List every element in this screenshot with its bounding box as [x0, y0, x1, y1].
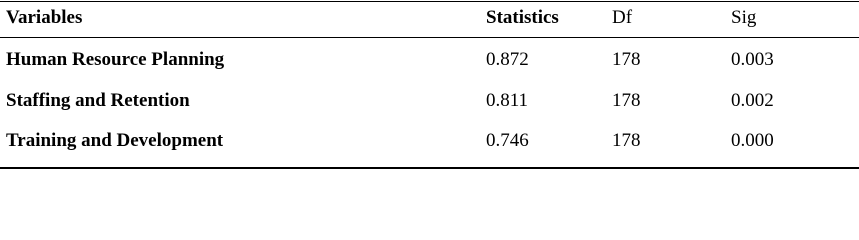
row-statistics: 0.746 [486, 130, 529, 151]
header-sig: Sig [731, 7, 757, 28]
header-df: Df [612, 7, 633, 28]
row-df: 178 [612, 90, 641, 111]
table-row [0, 127, 859, 155]
row-statistics: 0.872 [486, 49, 529, 70]
row-df: 178 [612, 49, 641, 70]
row-sig: 0.003 [731, 49, 774, 70]
table-bottom-rule [0, 167, 859, 169]
table-top-rule [0, 1, 859, 2]
table-header-rule [0, 37, 859, 38]
table-header-row [0, 4, 859, 32]
row-variable: Human Resource Planning [6, 49, 225, 70]
row-variable: Staffing and Retention [6, 90, 190, 111]
table-row [0, 87, 859, 115]
row-sig: 0.000 [731, 130, 774, 151]
row-variable: Training and Development [6, 130, 224, 151]
row-df: 178 [612, 130, 641, 151]
table-row [0, 46, 859, 74]
row-statistics: 0.811 [486, 90, 529, 111]
header-variables: Variables [6, 7, 83, 28]
row-sig: 0.002 [731, 90, 774, 111]
header-statistics: Statistics [486, 7, 559, 28]
